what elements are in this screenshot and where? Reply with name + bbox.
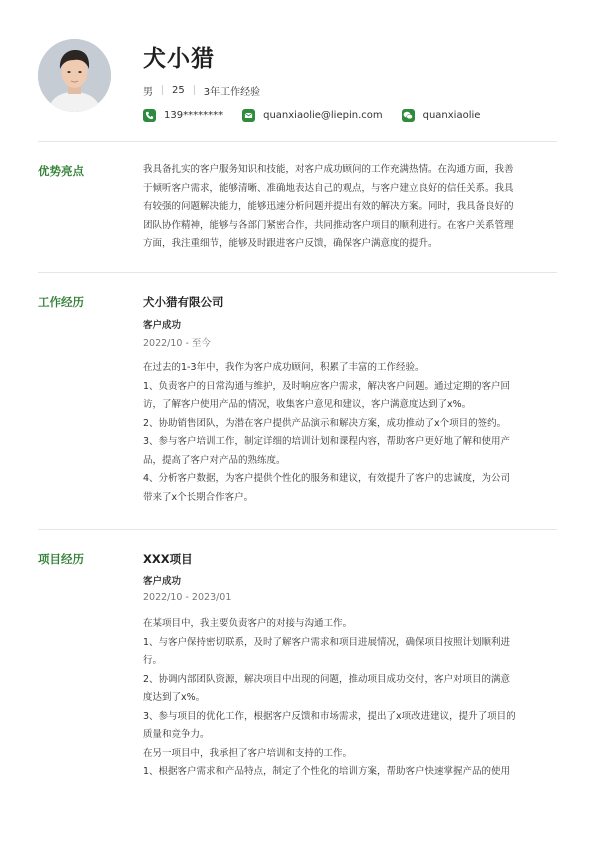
experience-years: 3年工作经验 [203,86,261,98]
contact-phone[interactable] [143,109,223,122]
text-line: 3、参与项目的优化工作，根据客户反馈和市场需求，提出了x项改进建议，提升了项目的 [143,710,516,722]
wechat-id: quanxiaolie [422,109,481,121]
text-line: 方面，我注重细节，能够及时跟进客户反馈，确保客户满意度的提升。 [143,238,438,249]
divider [38,141,557,142]
text-line: 品，提高了客户对产品的熟练度。 [143,454,286,466]
project-description [143,615,556,782]
text-line: 4、分析客户数据，为客户提供个性化的服务和建议，有效提升了客户的忠诚度，为公司 [143,473,511,484]
phone-number: 139******** [164,109,224,121]
strengths-text [143,161,556,254]
contact-info [143,107,499,123]
email-address: quanxiaolie@liepin.com [263,109,383,121]
separator [162,85,163,95]
text-line: 1、根据客户需求和产品特点，制定了个性化的培训方案，帮助客户快速掌握产品的使用 [143,766,511,777]
text-line: 行。 [143,655,163,666]
text-line: 我具备扎实的客户服务知识和技能，对客户成功顾问的工作充满热情。在沟通方面，我善 [143,164,514,175]
contact-email[interactable] [242,109,383,122]
phone-icon [143,109,156,122]
divider [38,529,557,530]
text-line: 度达到了x%。 [143,692,206,703]
envelope-icon [242,109,255,122]
company-name: 犬小猎有限公司 [143,295,224,309]
project-name: XXX项目 [143,552,193,566]
work-description [143,359,556,507]
text-line: 访，了解客户使用产品的情况，收集客户意见和建议，客户满意度达到了x%。 [143,399,472,410]
text-line: 于倾听客户需求，能够清晰、准确地表达自己的观点，与客户建立良好的信任关系。我具 [143,182,514,194]
text-line: 在某项目中，我主要负责客户的对接与沟通工作。 [143,618,353,629]
age: 25 [172,84,185,96]
job-role: 客户成功 [143,320,182,331]
job-period: 2022/10 - 至今 [143,338,211,349]
text-line: 2、协调内部团队资源，解决项目中出现的问题，推动项目成功交付，客户对项目的满意 [143,673,511,685]
portrait-photo [38,39,111,112]
candidate-name: 犬小猎 [143,46,215,72]
text-line: 3、参与客户培训工作，制定详细的培训计划和课程内容，帮助客户更好地了解和使用产 [143,436,511,447]
text-line: 1、与客户保持密切联系，及时了解客户需求和项目进展情况，确保项目按照计划顺利进 [143,636,511,648]
contact-wechat[interactable] [402,109,481,122]
text-line: 团队协作精神，能够与各部门紧密合作，共同推动客户项目的顺利进行。在客户关系管理 [143,219,514,231]
wechat-icon [402,109,415,122]
project-period: 2022/10 - 2023/01 [143,592,232,603]
divider [38,272,557,273]
avatar [38,39,111,112]
text-line: 1、负责客户的日常沟通与维护，及时响应客户需求，解决客户问题。通过定期的客户回 [143,380,511,392]
section-title-work: 工作经历 [38,295,84,309]
text-line: 2、协助销售团队，为潜在客户提供产品演示和解决方案，成功推动了x个项目的签约。 [143,417,507,429]
text-line: 在过去的1-3年中，我作为客户成功顾问，积累了丰富的工作经验。 [143,362,425,373]
text-line: 质量和竞争力。 [143,729,210,740]
section-title-strengths: 优势亮点 [38,164,84,178]
text-line: 在另一项目中，我承担了客户培训和支持的工作。 [143,747,353,759]
text-line: 有较强的问题解决能力，能够迅速分析问题并提出有效的解决方案。同时，我具备良好的 [143,201,514,212]
section-title-projects: 项目经历 [38,552,84,566]
gender: 男 [143,86,153,98]
project-role: 客户成功 [143,576,182,587]
basic-info [143,83,260,97]
separator [194,85,195,95]
text-line: 带来了x个长期合作客户。 [143,491,254,503]
